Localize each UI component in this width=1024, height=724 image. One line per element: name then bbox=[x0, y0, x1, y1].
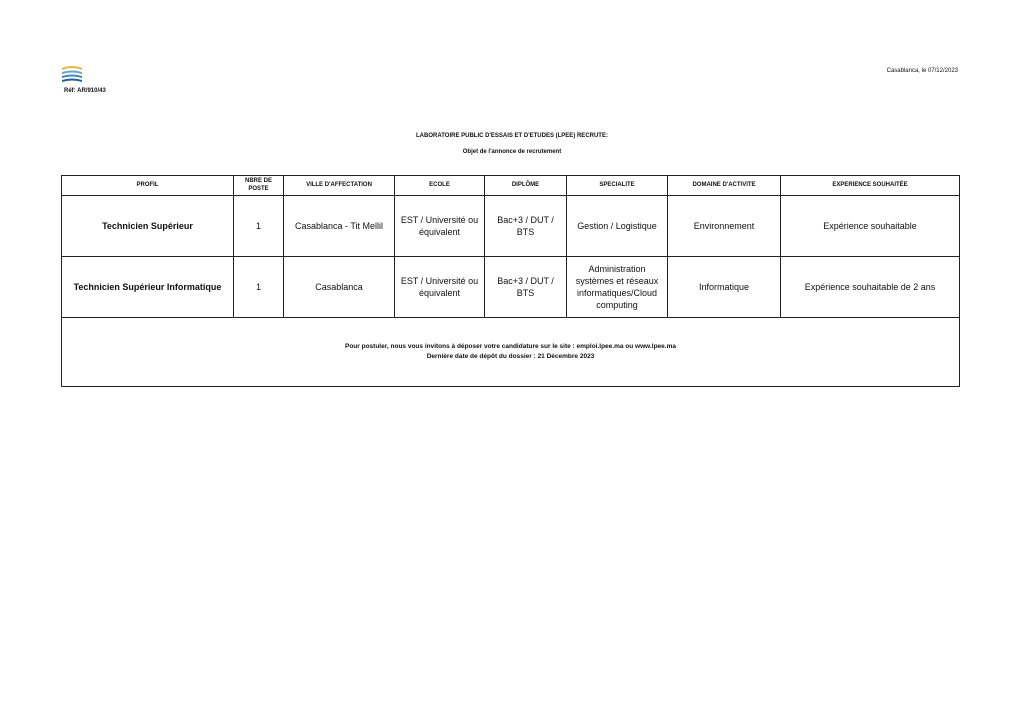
cell-domaine: Environnement bbox=[668, 196, 781, 257]
cell-ville: Casablanca - Tit Mellil bbox=[284, 196, 395, 257]
table-header-row bbox=[62, 176, 960, 196]
cell-ville: Casablanca bbox=[284, 257, 395, 318]
cell-experience: Expérience souhaitable de 2 ans bbox=[781, 257, 960, 318]
table-row bbox=[62, 257, 960, 318]
application-info bbox=[62, 318, 960, 387]
cell-ecole: EST / Université ou équivalent bbox=[395, 196, 485, 257]
cell-experience: Expérience souhaitable bbox=[781, 196, 960, 257]
column-header-ville: VILLE D'AFFECTATION bbox=[284, 176, 395, 196]
column-header-domaine: DOMAINE D'ACTIVITE bbox=[668, 176, 781, 196]
column-header-experience: EXPERIENCE SOUHAITÉE bbox=[781, 176, 960, 196]
deadline-text: Dernière date de dépôt du dossier : 21 Décembre 2023 bbox=[426, 353, 595, 360]
cell-domaine: Informatique bbox=[668, 257, 781, 318]
column-header-ecole: ECOLE bbox=[395, 176, 485, 196]
cell-specialite: Administration systèmes et réseaux informatiques/Cloud computing bbox=[567, 257, 668, 318]
job-offers-table bbox=[61, 175, 960, 387]
cell-nbre-poste: 1 bbox=[234, 257, 284, 318]
apply-instructions: Pour postuler, nous vous invitons à déposer votre candidature sur le site : emploi.lpee.ma ou www.lpee.ma bbox=[345, 342, 676, 350]
column-header-diplome: DIPLÔME bbox=[485, 176, 567, 196]
cell-nbre-poste: 1 bbox=[234, 196, 284, 257]
cell-ecole: EST / Université ou équivalent bbox=[395, 257, 485, 318]
cell-specialite: Gestion / Logistique bbox=[567, 196, 668, 257]
page-title: LABORATOIRE PUBLIC D'ESSAIS ET D'ETUDES (LPEE) RECRUTE: bbox=[416, 133, 608, 139]
page-subtitle: Objet de l'annonce de recrutement bbox=[462, 149, 562, 155]
place-date: Casablanca, le 07/12/2023 bbox=[886, 68, 958, 74]
table-row bbox=[62, 196, 960, 257]
cell-profil: Technicien Supérieur Informatique bbox=[62, 257, 234, 318]
cell-profil: Technicien Supérieur bbox=[62, 196, 234, 257]
column-header-nbre-poste: NBRE DE POSTE bbox=[234, 176, 284, 196]
reference-number: Réf: AR/910/43 bbox=[64, 88, 106, 94]
column-header-profil: PROFIL bbox=[62, 176, 234, 196]
table-footer-row bbox=[62, 318, 960, 387]
column-header-specialite: SPECIALITE bbox=[567, 176, 668, 196]
cell-diplome: Bac+3 / DUT / BTS bbox=[485, 257, 567, 318]
cell-diplome: Bac+3 / DUT / BTS bbox=[485, 196, 567, 257]
lpee-logo-icon bbox=[61, 64, 83, 84]
